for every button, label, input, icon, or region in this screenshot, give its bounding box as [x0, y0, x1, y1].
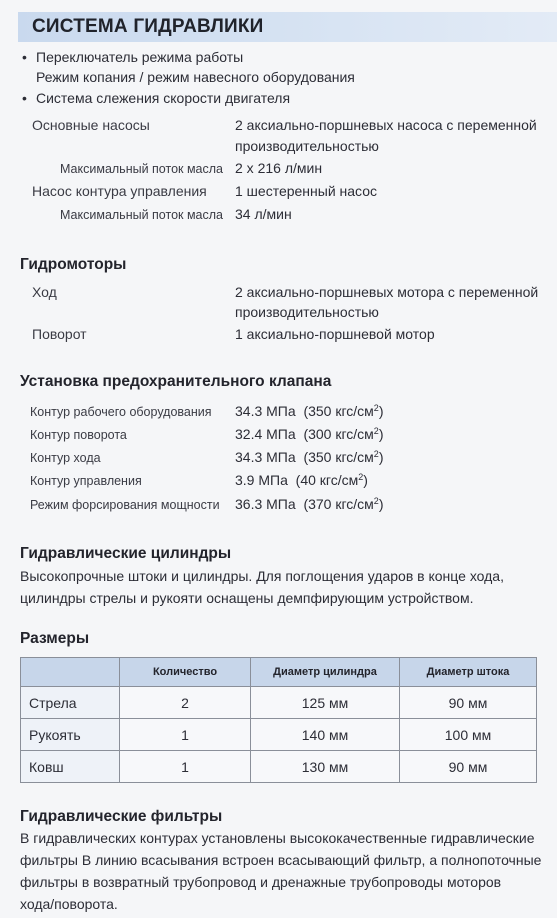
- relief-row-label: Контур рабочего оборудования: [30, 405, 212, 419]
- relief-row-value: 36.3 МПа (370 кгс/$см^2$): [235, 496, 384, 512]
- pilot-pump-value: 1 шестеренный насос: [235, 183, 378, 199]
- bullet-item: [22, 88, 290, 108]
- bullet-dot: •: [22, 49, 27, 65]
- page-title: СИСТЕМА ГИДРАВЛИКИ: [32, 16, 264, 37]
- relief-row-value: 34.3 МПа (350 кгс/$см^2$): [235, 403, 384, 419]
- table-row: [21, 751, 537, 783]
- table-header-row: [21, 658, 537, 687]
- table-cell: Ковш: [21, 751, 120, 783]
- main-pumps-value: 2 аксиально-поршневых насоса с переменной: [235, 117, 537, 133]
- relief-row-value: 34.3 МПа (350 кгс/$см^2$): [235, 449, 384, 465]
- main-pumps-value-cont: производительностью: [235, 138, 379, 154]
- table-header-cell: Диаметр цилиндра: [251, 658, 400, 687]
- cylinders-text-line: цилиндры стрелы и рукояти оснащены демпфирующим устройством.: [20, 590, 474, 606]
- bullet-text: Переключатель режима работы: [36, 49, 244, 65]
- table-cell: 140 мм: [251, 719, 400, 751]
- section-heading-dimensions: Размеры: [20, 630, 90, 647]
- table-cell: Стрела: [21, 687, 120, 719]
- section-heading-cylinders: Гидравлические цилиндры: [20, 545, 232, 562]
- cylinders-text: [20, 565, 550, 609]
- filters-text-line: фильтры В линию всасывания встроен всасывающий фильтр, а полнопоточные: [20, 852, 542, 868]
- relief-row-label: Контур поворота: [30, 428, 127, 442]
- pilot-flow-label: Максимальный поток масла: [60, 208, 224, 222]
- bullet-text-continuation: Режим копания / режим навесного оборудования: [36, 69, 355, 85]
- relief-row-label: Режим форсирования мощности: [30, 498, 220, 512]
- main-pumps-label: Основные насосы: [32, 117, 150, 133]
- table-cell: 2: [120, 687, 251, 719]
- relief-row-value: 3.9 МПа (40 кгс/$см^2$): [235, 472, 368, 488]
- filters-text: [20, 827, 550, 915]
- table-cell: 90 мм: [400, 687, 537, 719]
- table-cell: 130 мм: [251, 751, 400, 783]
- section-heading-motors: Гидромоторы: [20, 256, 127, 273]
- table-cell: 1: [120, 719, 251, 751]
- relief-row-label: Контур хода: [30, 451, 101, 465]
- dimensions-table: [20, 657, 537, 783]
- table-cell: 1: [120, 751, 251, 783]
- travel-motor-value: 2 аксиально-поршневых мотора с переменной: [235, 284, 539, 300]
- table-cell: Рукоять: [21, 719, 120, 751]
- table-header-cell: Количество: [120, 658, 251, 687]
- bullet-dot: •: [22, 90, 27, 106]
- main-flow-value: 2 x 216 л/мин: [235, 160, 323, 176]
- bullet-item: [22, 47, 243, 67]
- travel-motor-label: Ход: [32, 284, 57, 300]
- cylinders-text-line: Высокопрочные штоки и цилиндры. Для поглощения ударов в конце хода,: [20, 568, 504, 584]
- bullet-text: Система слежения скорости двигателя: [36, 90, 291, 106]
- table-cell: 90 мм: [400, 751, 537, 783]
- swing-motor-label: Поворот: [32, 326, 87, 342]
- table-header-cell: Диаметр штока: [400, 658, 537, 687]
- table-row: [21, 719, 537, 751]
- filters-text-line: хода/поворота.: [20, 896, 118, 912]
- relief-row-label: Контур управления: [30, 474, 142, 488]
- main-flow-label: Максимальный поток масла: [60, 162, 224, 176]
- swing-motor-value: 1 аксиально-поршневой мотор: [235, 326, 435, 342]
- table-cell: 100 мм: [400, 719, 537, 751]
- relief-row-value: 32.4 МПа (300 кгс/$см^2$): [235, 426, 384, 442]
- section-heading-filters: Гидравлические фильтры: [20, 808, 223, 825]
- table-cell: 125 мм: [251, 687, 400, 719]
- pilot-flow-value: 34 л/мин: [235, 206, 292, 222]
- travel-motor-value-cont: производительностью: [235, 304, 379, 320]
- filters-text-line: фильтры в возвратный трубопровод и дренажные трубопроводы моторов: [20, 874, 502, 890]
- table-row: [21, 687, 537, 719]
- filters-text-line: В гидравлических контурах установлены высококачественные гидравлические: [20, 830, 535, 846]
- section-heading-relief: Установка предохранительного клапана: [20, 373, 332, 390]
- pilot-pump-label: Насос контура управления: [32, 183, 207, 199]
- table-header-cell: [21, 658, 120, 687]
